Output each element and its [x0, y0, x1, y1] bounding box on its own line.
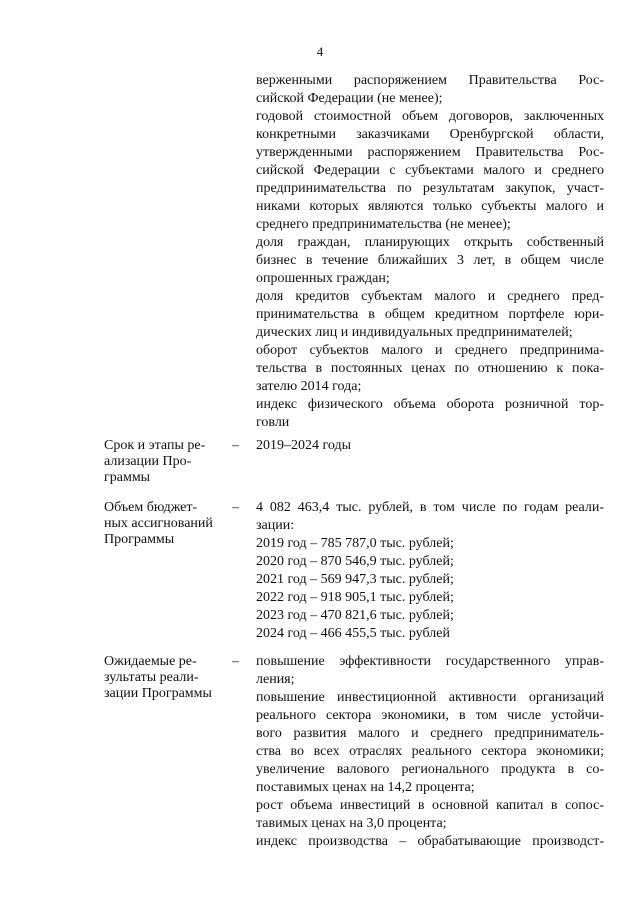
indicator-line: говли	[256, 415, 290, 430]
budget-year-2024: 2024 год – 466 455,5 тыс. рублей	[256, 626, 450, 641]
indicator-line: никами которых являются только субъекты малого и	[256, 199, 604, 214]
indicator-line: принимательства в общем кредитном портфеле юри-	[256, 307, 604, 322]
indicator-line: сийской Федерации (не менее);	[256, 91, 443, 106]
budget-dash: –	[232, 500, 239, 515]
indicator-line: доля граждан, планирующих открыть собственный	[256, 235, 604, 250]
term-label: Срок и этапы ре- ализации Про- граммы	[104, 438, 206, 485]
indicator-line: утвержденными распоряжением Правительства Рос-	[256, 145, 604, 160]
indicator-line: среднего предпринимательства (не менее);	[256, 217, 511, 232]
indicator-line: индекс физического объема оборота розничной тор-	[256, 397, 604, 412]
budget-year-2020: 2020 год – 870 546,9 тыс. рублей;	[256, 554, 454, 569]
result-line: поставимых ценах на 14,2 процента;	[256, 780, 475, 795]
result-line: рост объема инвестиций в основной капитал в сопос-	[256, 798, 604, 813]
budget-year-2019: 2019 год – 785 787,0 тыс. рублей;	[256, 536, 454, 551]
result-line: повышение инвестиционной активности организаций	[256, 690, 604, 705]
term-value: 2019–2024 годы	[256, 438, 352, 453]
indicator-line: конкретными заказчиками Оренбургской области,	[256, 127, 604, 142]
budget-year-2023: 2023 год – 470 821,6 тыс. рублей;	[256, 608, 454, 623]
indicator-line: верженными распоряжением Правительства Рос-	[256, 73, 604, 88]
result-line: индекс производства – обрабатывающие производст-	[256, 834, 604, 849]
indicator-line: сийской Федерации с субъектами малого и среднего	[256, 163, 604, 178]
indicator-line: опрошенных граждан;	[256, 271, 390, 286]
indicator-line: дических лиц и индивидуальных предпринимателей;	[256, 325, 573, 340]
budget-year-2022: 2022 год – 918 905,1 тыс. рублей;	[256, 590, 454, 605]
result-line: реального сектора экономики, в том числе устойчи-	[256, 708, 604, 723]
budget-total-line: зации:	[256, 518, 295, 533]
indicator-line: доля кредитов субъектам малого и среднего пред-	[256, 289, 604, 304]
indicator-line: годовой стоимостной объем договоров, заключенных	[256, 109, 604, 124]
budget-label: Объем бюджет- ных ассигнований Программы	[104, 500, 213, 547]
result-line: тавимых ценах на 3,0 процента;	[256, 816, 447, 831]
budget-year-2021: 2021 год – 569 947,3 тыс. рублей;	[256, 572, 454, 587]
results-label: Ожидаемые ре- зультаты реали- зации Программы	[104, 654, 212, 701]
result-line: увеличение валового регионального продукта в со-	[256, 762, 604, 777]
term-dash: –	[232, 438, 239, 453]
result-line: повышение эффективности государственного управ-	[256, 654, 604, 669]
results-dash: –	[232, 654, 239, 669]
result-line: ства во всех отраслях реального сектора экономики;	[256, 744, 604, 759]
result-line: вого развития малого и среднего предприниматель-	[256, 726, 604, 741]
page-number: 4	[316, 44, 324, 59]
indicator-line: тельства в постоянных ценах по отношению к пока-	[256, 361, 604, 376]
indicator-line: оборот субъектов малого и среднего предпринима-	[256, 343, 604, 358]
budget-total-line: 4 082 463,4 тыс. рублей, в том числе по годам реали-	[256, 500, 604, 515]
indicator-line: предпринимательства по результатам закупок, участ-	[256, 181, 604, 196]
indicator-line: бизнес в течение ближайших 3 лет, в общем числе	[256, 253, 604, 268]
result-line: ления;	[256, 672, 295, 687]
indicator-line: зателю 2014 года;	[256, 379, 362, 394]
